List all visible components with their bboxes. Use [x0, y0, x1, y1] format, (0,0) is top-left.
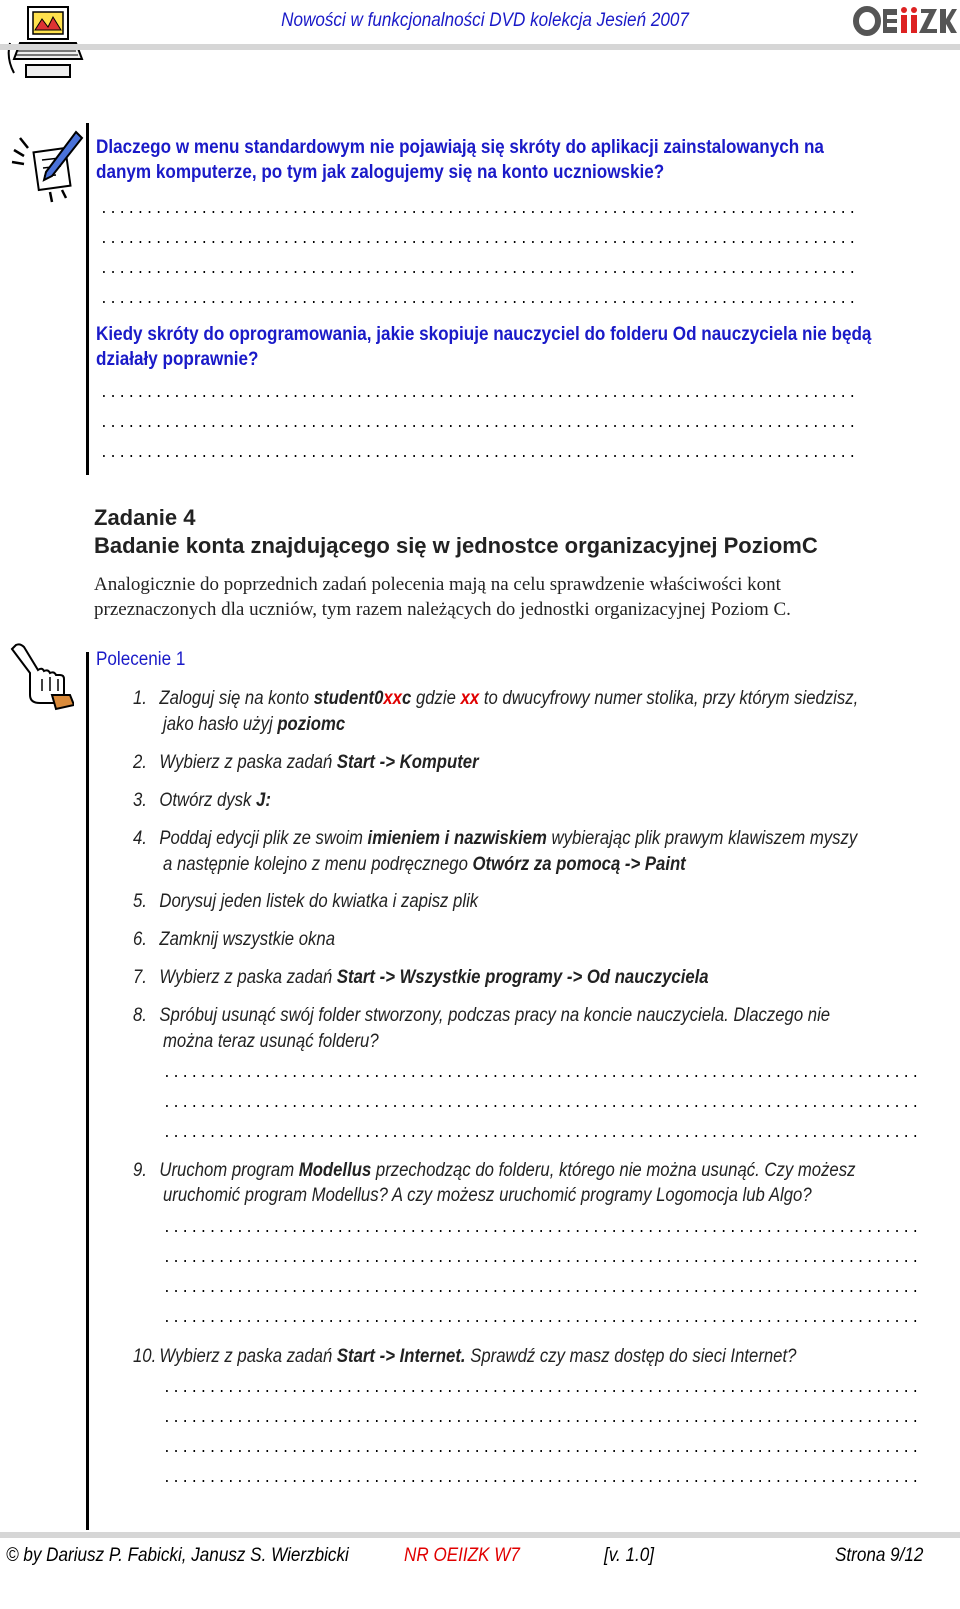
step-1-line-2: jako hasło użyj poziomc — [163, 714, 346, 735]
answer-line: ................................................................................... — [163, 1251, 921, 1266]
answer-line: ................................................................................... — [100, 416, 858, 431]
footer-authors: © by Dariusz P. Fabicki, Janusz S. Wierzbicki — [6, 1545, 349, 1566]
answer-line: ................................................................................... — [100, 292, 858, 307]
task-intro-line-2: przeznaczonych dla uczniów, tym razem należących do jednostki organizacyjnej Poziom C. — [94, 599, 791, 620]
footer-divider — [0, 1532, 960, 1538]
answer-line: ................................................................................... — [163, 1441, 921, 1456]
footer-nr: NR OEIIZK W7 — [404, 1545, 520, 1566]
pen-paper-icon — [10, 128, 86, 204]
question-2-line-1: Kiedy skróty do oprogramowania, jakie skopiuje nauczyciel do folderu Od nauczyciela nie będą — [96, 324, 872, 345]
hand-icon — [8, 643, 74, 711]
polecenie-heading: Polecenie 1 — [96, 649, 186, 670]
question-2-line-2: działały poprawnie? — [96, 349, 259, 370]
answer-line: ................................................................................... — [100, 446, 858, 461]
answer-line: ................................................................................... — [163, 1381, 921, 1396]
step-text: Zaloguj się na konto student0xxc gdzie xx to dwucyfrowy numer stolika, przy którym siedzisz, — [159, 688, 859, 709]
question-1-line-2: danym komputerze, po tym jak zalogujemy się na konto uczniowskie? — [96, 162, 665, 183]
task-number: Zadanie 4 — [94, 505, 196, 530]
question-1-line-1: Dlaczego w menu standardowym nie pojawiają się skróty do aplikacji zainstalowanych na — [96, 137, 824, 158]
answer-line: ................................................................................... — [163, 1096, 921, 1111]
answer-line: ................................................................................... — [163, 1066, 921, 1081]
step-9-line-2: uruchomić program Modellus? A czy możesz uruchomić programy Logomocja lub Algo? — [163, 1185, 812, 1206]
header-divider — [0, 44, 960, 50]
answer-line: ................................................................................... — [163, 1411, 921, 1426]
section-bar — [86, 123, 89, 475]
footer-page: Strona 9/12 — [835, 1545, 924, 1566]
answer-line: ................................................................................... — [163, 1281, 921, 1296]
answer-line: ................................................................................... — [100, 202, 858, 217]
footer-version: [v. 1.0] — [604, 1545, 655, 1566]
answer-line: ................................................................................... — [163, 1221, 921, 1236]
oeiizk-logo — [853, 4, 957, 38]
step-4-line-2: a następnie kolejno z menu podręcznego Otwórz za pomocą -> Paint — [163, 854, 686, 875]
answer-line: ................................................................................... — [100, 232, 858, 247]
task-intro-line-1: Analogicznie do poprzednich zadań polecenia mają na celu sprawdzenie właściwości kont — [94, 574, 781, 595]
computer-icon — [6, 3, 86, 83]
step-8-line-2: można teraz usunąć folderu? — [163, 1031, 379, 1052]
answer-line: ................................................................................... — [163, 1126, 921, 1141]
answer-line: ................................................................................... — [163, 1311, 921, 1326]
step-number: 1. — [133, 688, 147, 709]
section-bar — [86, 652, 89, 1530]
task-title: Badanie konta znajdującego się w jednostce organizacyjnej PoziomC — [94, 533, 818, 558]
answer-line: ................................................................................... — [100, 262, 858, 277]
answer-line: ................................................................................... — [163, 1471, 921, 1486]
header-title: Nowości w funkcjonalności DVD kolekcja Jesień 2007 — [281, 10, 689, 31]
answer-line: ................................................................................... — [100, 386, 858, 401]
